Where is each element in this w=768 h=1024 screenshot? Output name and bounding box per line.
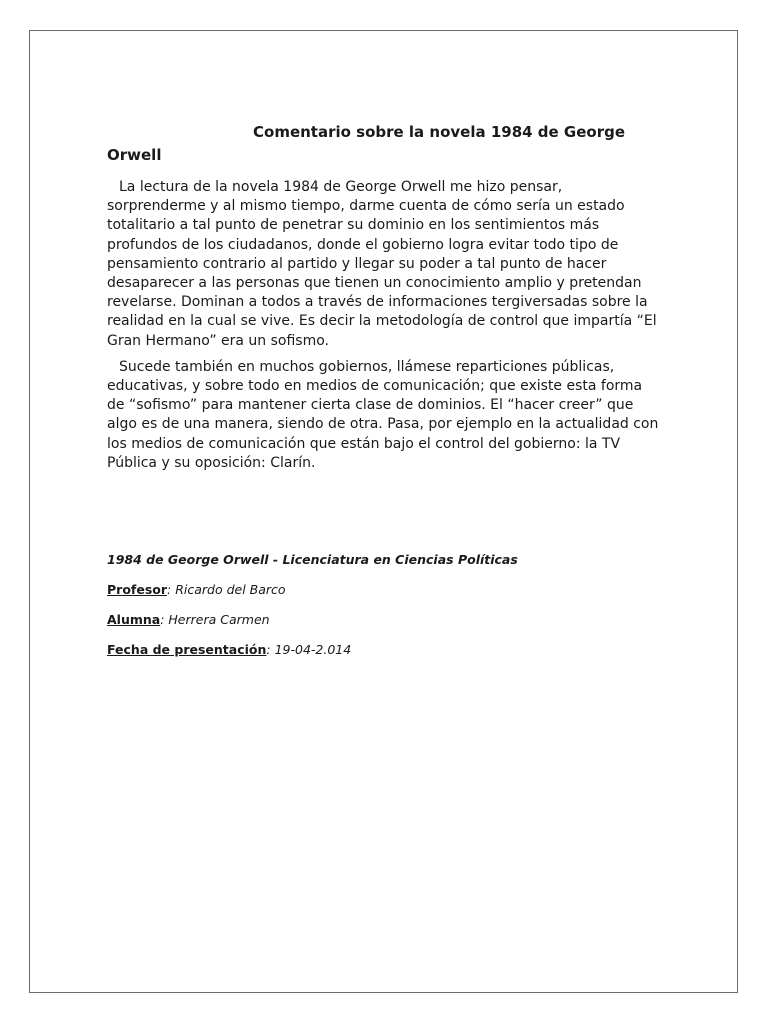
date-row (107, 642, 663, 657)
date-separator: : (266, 642, 275, 657)
document-page (29, 30, 738, 993)
document-footer (107, 552, 663, 672)
document-title: Comentario sobre la novela 1984 de George (253, 123, 626, 141)
professor-label: Profesor (107, 582, 168, 597)
document-title-continuation: Orwell (107, 146, 162, 164)
professor-name: Ricardo del Barco (175, 582, 286, 597)
document-body (107, 178, 663, 473)
paragraph: La lectura de la novela 1984 de George Orwell me hizo pensar, sorprenderme y al mismo tiempo, darme cuenta de cómo sería un estado totalitario a tal punto de penetrar su dominio en los sentimientos más profundos de los ciudadanos, donde el gobierno logra evitar todo tipo de pensamiento contrario al partido y llegar su poder a tal punto de hacer desaparecer a las personas que tienen un conocimiento amplio y pretendan revelarse. Dominan a todos a través de informaciones tergiversadas sobre la realidad en la cual se vive. Es decir la metodología de control que impartía “El Gran Hermano” era un sofismo. (107, 179, 657, 349)
paragraph: Sucede también en muchos gobiernos, llámese reparticiones públicas, educativas, y sobre todo en medios de comunicación; que existe esta forma de “sofismo” para mantener cierta clase de dominios. El “hacer creer” que algo es de una manera, siendo de otra. Pasa, por ejemplo en la actualidad con los medios de comunicación que están bajo el control del gobierno: la TV Pública y su oposición: Clarín. (107, 358, 659, 471)
student-separator: : (160, 612, 169, 627)
student-label: Alumna (107, 612, 161, 627)
presentation-date: 19-04-2.014 (274, 642, 352, 657)
professor-row (107, 582, 663, 597)
footer-heading: 1984 de George Orwell - Licenciatura en Ciencias Políticas (107, 552, 518, 567)
student-row (107, 612, 663, 627)
student-name: Herrera Carmen (168, 612, 270, 627)
date-label: Fecha de presentación (107, 642, 267, 657)
professor-separator: : (167, 582, 176, 597)
